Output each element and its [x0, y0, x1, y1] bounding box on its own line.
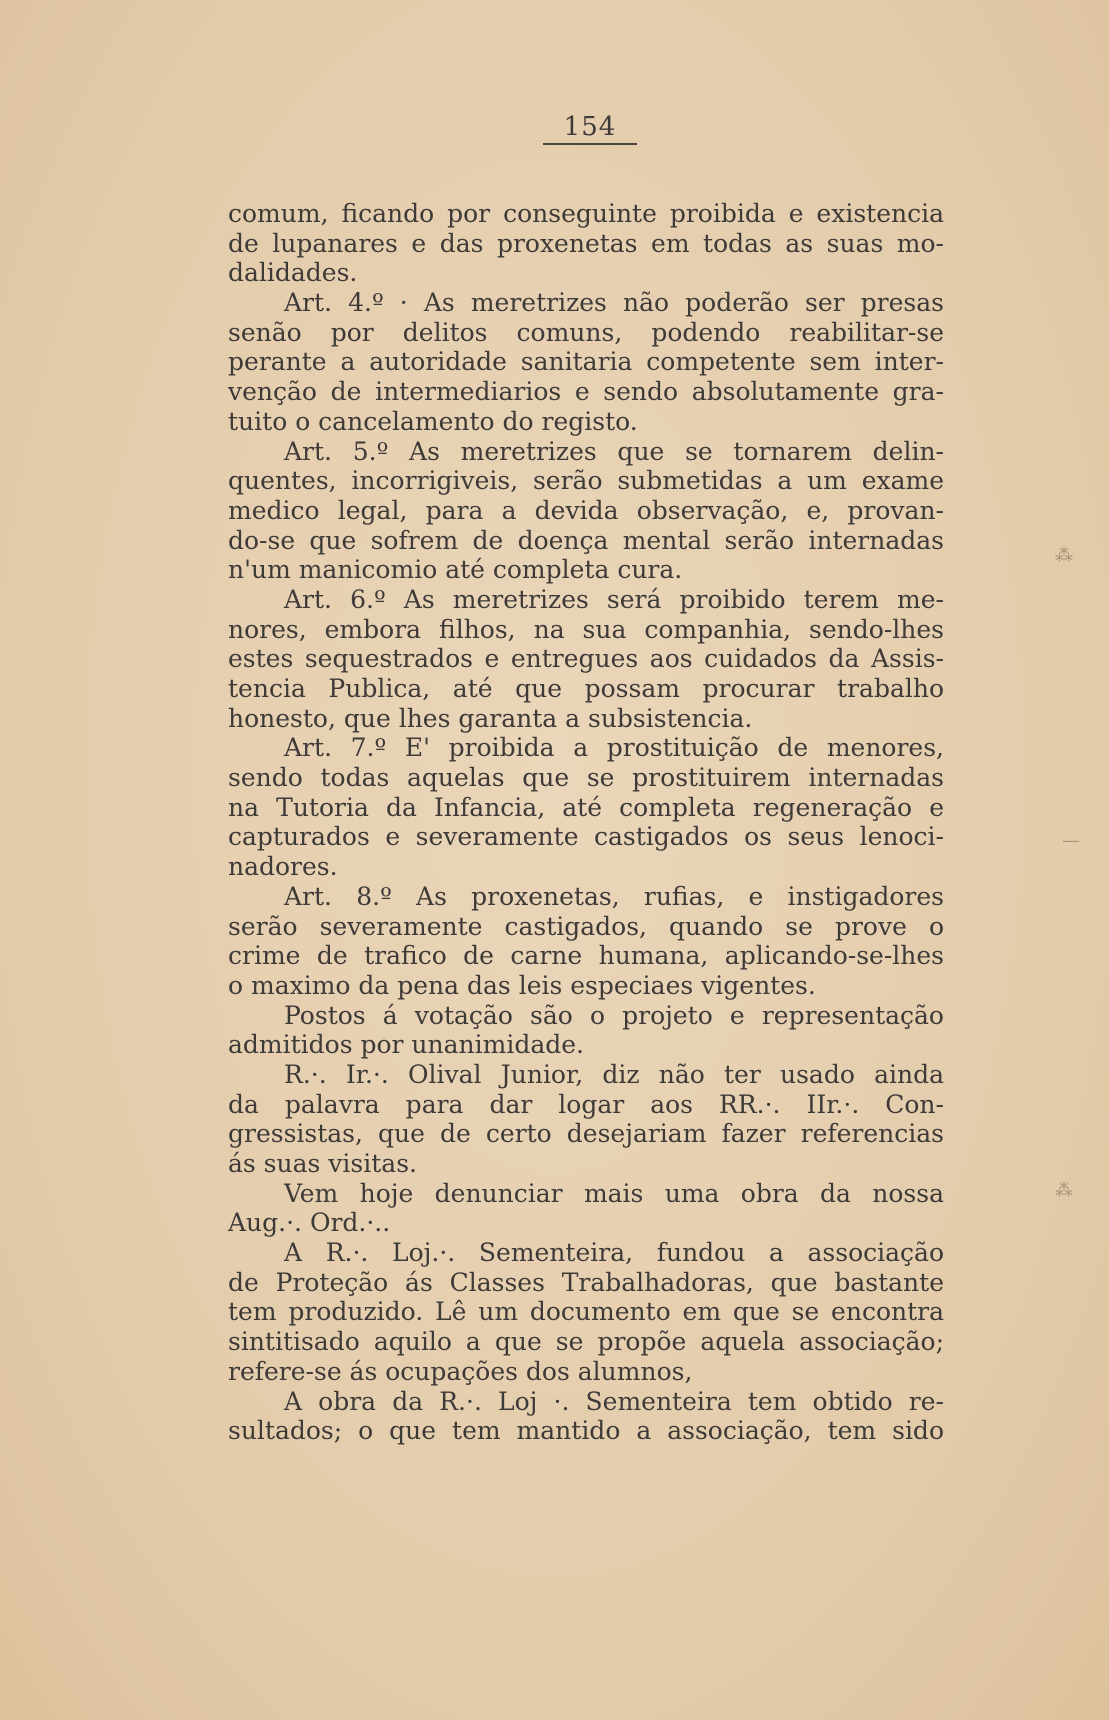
text-line: Art. 6.º As meretrizes será proibido terem me- [284, 584, 944, 614]
page-number: 154 [563, 112, 617, 142]
text-line: A R.·. Loj.·. Sementeira, fundou a associação [284, 1238, 944, 1268]
text-line: serão severamente castigados, quando se prove o [228, 911, 944, 941]
text-line: tem produzido. Lê um documento em que se encontra [228, 1297, 944, 1327]
text-line: refere-se ás ocupações dos alumnos, [228, 1356, 693, 1386]
text-line: perante a autoridade sanitaria competente sem inter- [228, 347, 944, 377]
text-line: quentes, incorrigiveis, serão submetidas a um exame [228, 466, 944, 496]
text-line: na Tutoria da Infancia, até completa regeneração e [228, 792, 944, 822]
text-line: nadores. [228, 852, 338, 882]
text-line: do-se que sofrem de doença mental serão internadas [228, 525, 944, 555]
text-line: tuito o cancelamento do registo. [228, 406, 638, 436]
text-line: Art. 7.º E' proibida a prostituição de menores, [284, 733, 944, 763]
text-line: Aug.·. Ord.·.. [228, 1208, 391, 1238]
text-line: Art. 8.º As proxenetas, rufias, e instigadores [284, 881, 944, 911]
margin-stain-mark: — [1062, 830, 1080, 851]
text-line: o maximo da pena das leis especiaes vigentes. [228, 970, 816, 1000]
text-line: comum, ficando por conseguinte proibida e existencia [228, 199, 944, 228]
text-line: gressistas, que de certo desejariam fazer referencias [228, 1119, 944, 1149]
text-line: sendo todas aquelas que se prostituirem internadas [228, 763, 944, 793]
text-line: sultados; o que tem mantido a associação, tem sido [228, 1416, 944, 1446]
text-line: Postos á votação são o projeto e representação [284, 1000, 944, 1030]
text-line: admitidos por unanimidade. [228, 1030, 584, 1060]
text-line: estes sequestrados e entregues aos cuidados da Assis- [228, 644, 944, 674]
text-line: tencia Publica, até que possam procurar trabalho [228, 674, 944, 703]
text-line: Art. 4.º · As meretrizes não poderão ser presas [284, 288, 944, 318]
text-line: da palavra para dar logar aos RR.·. IIr.·. Con- [228, 1089, 944, 1119]
text-line: sintitisado aquilo a que se propõe aquela associação; [228, 1327, 944, 1357]
text-line: de lupanares e das proxenetas em todas as suas mo- [228, 228, 944, 258]
text-line: n'um manicomio até completa cura. [228, 555, 683, 585]
text-line: ás suas visitas. [228, 1149, 417, 1178]
margin-stain-mark: ⁂ [1055, 1180, 1073, 1201]
text-line: venção de intermediarios e sendo absolutamente gra- [228, 377, 944, 407]
text-line: medico legal, para a devida observação, e, provan- [228, 495, 944, 525]
text-line: senão por delitos comuns, podendo reabilitar-se [228, 317, 944, 347]
text-line: capturados e severamente castigados os seus lenoci- [228, 822, 944, 852]
page-number-rule [543, 143, 637, 145]
text-line: de Proteção ás Classes Trabalhadoras, que bastante [228, 1267, 944, 1297]
text-line: R.·. Ir.·. Olival Junior, diz não ter usado ainda [284, 1059, 944, 1089]
margin-stain-mark: ⁂ [1055, 545, 1073, 566]
text-line: Art. 5.º As meretrizes que se tornarem delin- [284, 436, 944, 466]
text-line: honesto, que lhes garanta a subsistencia. [228, 703, 753, 733]
text-line: crime de trafico de carne humana, aplicando-se-lhes [228, 941, 944, 971]
text-line: dalidades. [228, 258, 358, 288]
text-line: Vem hoje denunciar mais uma obra da nossa [284, 1178, 944, 1208]
body-text [228, 199, 944, 1446]
text-line: nores, embora filhos, na sua companhia, sendo-lhes [228, 614, 944, 644]
text-line: A obra da R.·. Loj ·. Sementeira tem obtido re- [284, 1386, 944, 1416]
